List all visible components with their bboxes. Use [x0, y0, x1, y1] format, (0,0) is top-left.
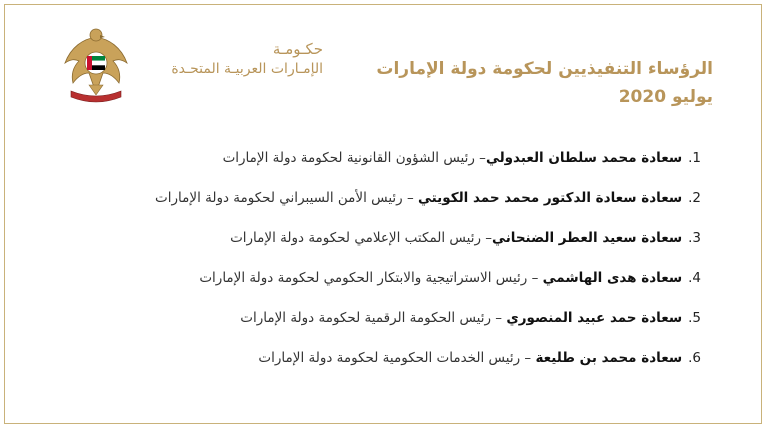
list-item [155, 345, 701, 385]
item-role: – رئيس الاستراتيجية والابتكار الحكومي لحكومة دولة الإمارات [199, 270, 543, 286]
document-title-block [376, 55, 713, 111]
document-frame [4, 4, 762, 424]
item-number: 4. [688, 270, 701, 286]
item-name: سعادة سعيد العطر الضنحاني [492, 230, 683, 246]
item-name: سعادة محمد سلطان العبدولي [485, 150, 683, 166]
list-item [155, 305, 701, 345]
uae-falcon-emblem-icon [61, 23, 131, 105]
item-name: سعادة هدى الهاشمي [542, 270, 683, 286]
item-role: – رئيس الشؤون القانونية لحكومة دولة الإمارات [222, 150, 486, 166]
item-number: 5. [688, 310, 701, 326]
logo-word: حكـومـة [272, 40, 323, 58]
item-name: سعادة سعادة الدكتور محمد حمد الكويتي [418, 190, 683, 206]
item-role: – رئيس الخدمات الحكومية لحكومة دولة الإمارات [258, 350, 536, 366]
logo-subtitle: الإمـارات العربيـة المتحـدة [171, 61, 323, 77]
item-name: سعادة حمد عبيد المنصوري [506, 310, 683, 326]
ceo-list [155, 145, 701, 385]
item-name: سعادة محمد بن طليعة [535, 350, 683, 366]
list-item [155, 185, 701, 225]
document-title: الرؤساء التنفيذيين لحكومة دولة الإمارات [376, 59, 713, 79]
document-date: يوليو 2020 [618, 87, 713, 107]
list-item [155, 265, 701, 305]
list-item [155, 145, 701, 185]
item-number: 6. [688, 350, 701, 366]
item-role: – رئيس الأمن السيبراني لحكومة دولة الإمارات [155, 190, 419, 206]
government-logo-text [143, 39, 323, 79]
item-number: 3. [688, 230, 701, 246]
list-item [155, 225, 701, 265]
item-role: – رئيس الحكومة الرقمية لحكومة دولة الإمارات [240, 310, 507, 326]
item-number: 1. [688, 150, 701, 166]
item-number: 2. [688, 190, 701, 206]
item-role: – رئيس المكتب الإعلامي لحكومة دولة الإمارات [230, 230, 493, 246]
